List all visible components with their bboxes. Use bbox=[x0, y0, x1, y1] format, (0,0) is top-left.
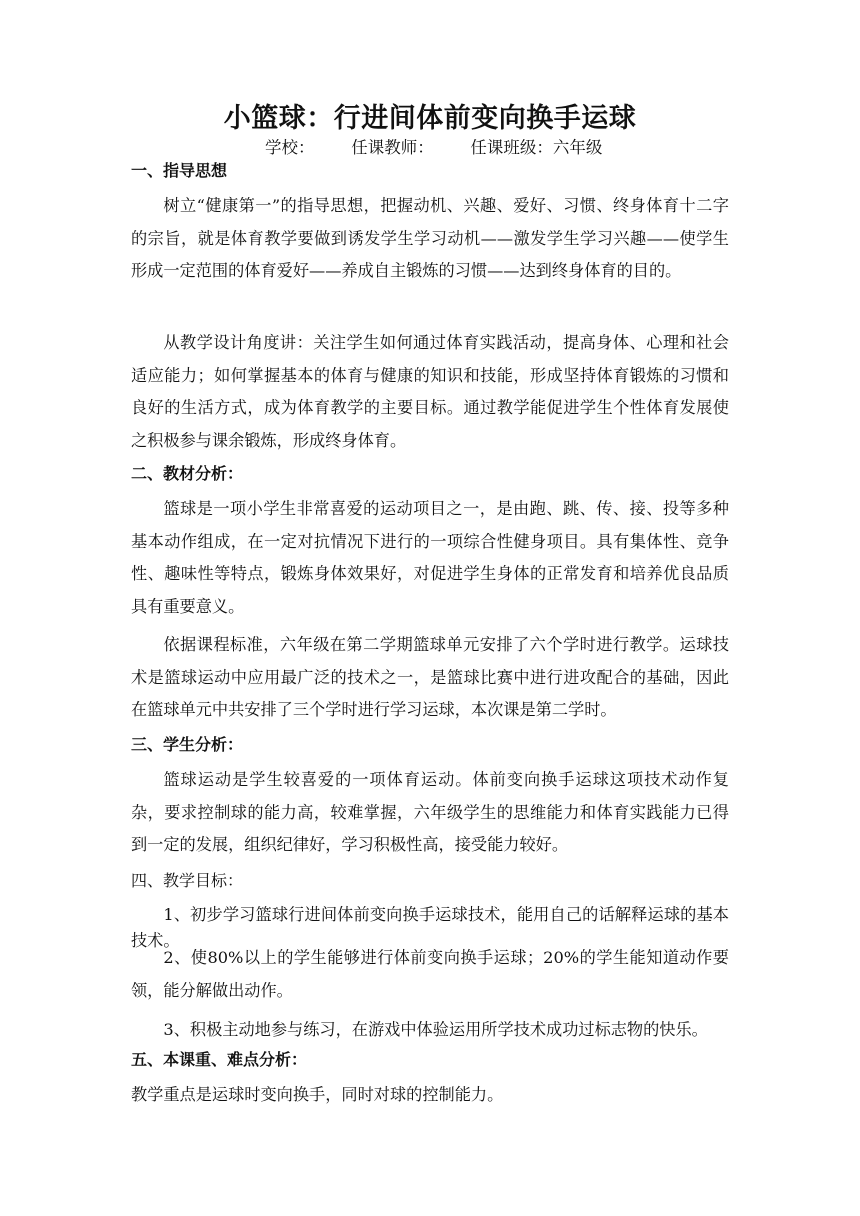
section-heading-key-difficult-points: 五、本课重、难点分析： bbox=[131, 1050, 308, 1069]
paragraph-material-analysis-2: 依据课程标准，六年级在第二学期篮球单元安排了六个学时进行教学。运球技术是篮球运动中应用最广泛的技术之一，是篮球比赛中进行进攻配合的基础，因此在篮球单元中共安排了三个学时进行学习运球，本次课是第二学时。 bbox=[131, 635, 729, 719]
paragraph-key-points: 教学重点是运球时变向换手，同时对球的控制能力。 bbox=[131, 1085, 504, 1104]
paragraph-teaching-goal-2: 2、使80%以上的学生能够进行体前变向换手运球；20%的学生能知道动作要领，能分解做出动作。 bbox=[131, 948, 729, 1000]
document-title: 小篮球：行进间体前变向换手运球 bbox=[223, 103, 637, 134]
section-heading-student-analysis: 三、学生分析： bbox=[131, 735, 244, 754]
paragraph-guiding-ideology-1: 树立“健康第一”的指导思想，把握动机、兴趣、爱好、习惯、终身体育十二字的宗旨，就是体育教学要做到诱发学生学习动机——激发学生学习兴趣——使学生形成一定范围的体育爱好——养成自主锻炼的习惯——达到终身体育的目的。 bbox=[131, 196, 729, 280]
section-heading-teaching-goals: 四、教学目标： bbox=[131, 871, 244, 890]
paragraph-teaching-goal-3: 3、积极主动地参与练习，在游戏中体验运用所学技术成功过标志物的快乐。 bbox=[163, 1020, 708, 1039]
paragraph-teaching-goal-1: 1、初步学习篮球行进间体前变向换手运球技术，能用自己的话解释运球的基本技术。 bbox=[131, 905, 729, 950]
paragraph-guiding-ideology-2: 从教学设计角度讲：关注学生如何通过体育实践活动，提高身体、心理和社会适应能力；如何掌握基本的体育与健康的知识和技能，形成坚持体育锻炼的习惯和良好的生活方式，成为体育教学的主要目标。通过教学能促进学生个性体育发展使之积极参与课余锻炼，形成终身体育。 bbox=[131, 333, 729, 450]
section-heading-material-analysis: 二、教材分析： bbox=[131, 464, 244, 483]
document-subtitle: 学校： 任课教师： 任课班级：六年级 bbox=[265, 138, 603, 157]
paragraph-material-analysis-1: 篮球是一项小学生非常喜爱的运动项目之一，是由跑、跳、传、接、投等多种基本动作组成，在一定对抗情况下进行的一项综合性健身项目。具有集体性、竞争性、趣味性等特点，锻炼身体效果好，对促进学生身体的正常发育和培养优良品质具有重要意义。 bbox=[131, 499, 729, 616]
paragraph-student-analysis: 篮球运动是学生较喜爱的一项体育运动。体前变向换手运球这项技术动作复杂，要求控制球的能力高，较难掌握，六年级学生的思维能力和体育实践能力已得到一定的发展，组织纪律好，学习积极性高，接受能力较好。 bbox=[131, 770, 729, 854]
section-heading-guiding-ideology: 一、指导思想 bbox=[131, 161, 228, 180]
